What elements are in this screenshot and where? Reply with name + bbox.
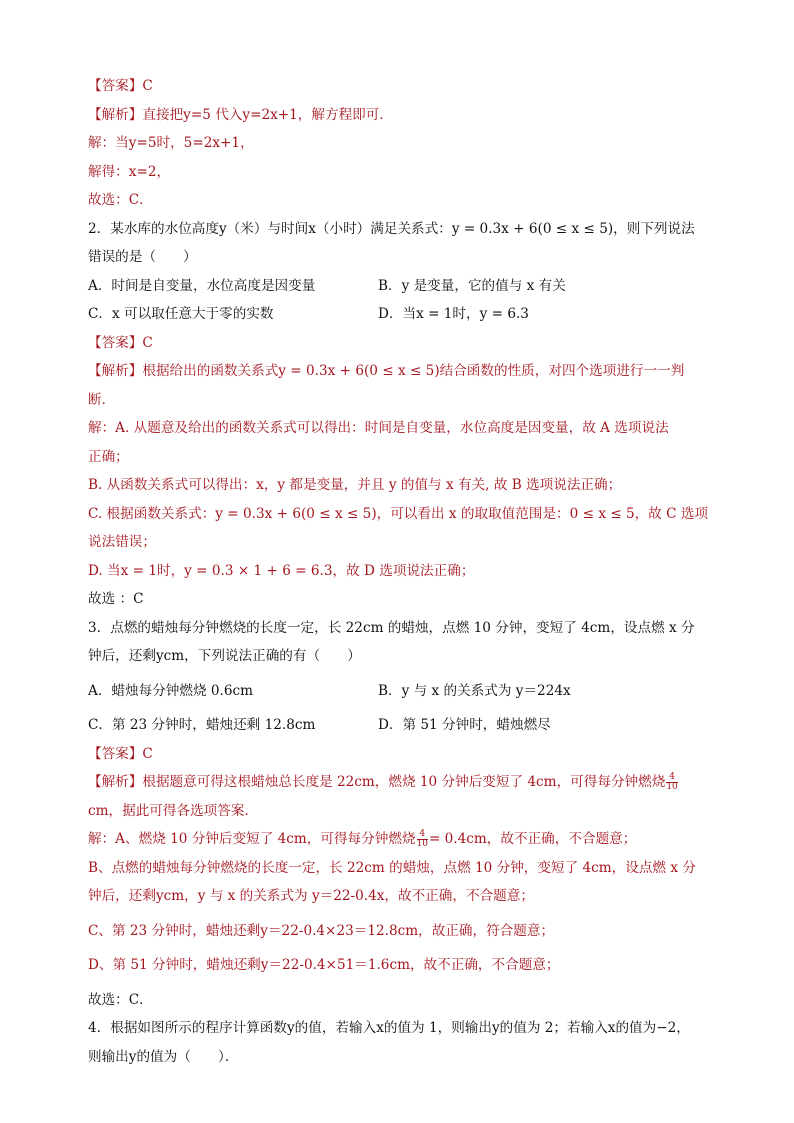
q4-stem-line-2: 则输出y的值为（ ）． — [88, 1048, 239, 1065]
q2-solution-b: B. 从函数关系式可以得出：x，y 都是变量，并且 y 的值与 x 有关, 故 B 选项说法正确； — [88, 477, 622, 493]
q3-option-b: B．y 与 x 的关系式为 y＝224x — [378, 682, 571, 699]
q4-stem-line-1: 4．根据如图所示的程序计算函数y的值，若输入x的值为 1，则输出y的值为 2；若输入x的值为−2， — [88, 1020, 690, 1036]
q3-stem-line-1: 3．点燃的蜡烛每分钟燃烧的长度一定，长 22cm 的蜡烛，点燃 10 分钟，变短了 4cm，设点燃 x 分 — [88, 619, 695, 636]
q3-option-d: D．第 51 分钟时，蜡烛燃尽 — [378, 717, 551, 733]
q2-solution-d: D. 当x = 1时，y = 0.3 × 1 + 6 = 6.3，故 D 选项说法正确； — [88, 562, 475, 579]
q3-solution-b-line-2: 钟后，还剩ycm，y 与 x 的关系式为 y＝22-0.4x，故不正确，不合题意； — [88, 888, 534, 904]
q2-solution-a-line-1: 解：A. 从题意及给出的函数关系式可以得出：时间是自变量，水位高度是因变量，故 A 选项说法 — [88, 420, 669, 436]
q3-option-a: A．蜡烛每分钟燃烧 0.6cm — [88, 682, 254, 699]
q2-analysis-line-1: 【解析】根据给出的函数关系式y = 0.3x + 6(0 ≤ x ≤ 5)结合函数的性质，对四个选项进行一一判 — [88, 363, 685, 379]
q1-conclusion: 故选：C． — [88, 192, 153, 208]
q2-option-a: A．时间是自变量，水位高度是因变量 — [88, 277, 316, 294]
fraction-4-over-10: $\frac{4}{10}$ — [666, 772, 678, 792]
fraction-4-over-10-solution: $\frac{4}{10}$ — [416, 829, 428, 849]
q2-solution-c-line-1: C. 根据函数关系式：y = 0.3x + 6(0 ≤ x ≤ 5)，可以看出 x 的取取值范围是：0 ≤ x ≤ 5，故 C 选项 — [88, 505, 709, 522]
q1-answer: 【答案】C — [88, 78, 153, 94]
q3-solution-b-line-1: B、点燃的蜡烛每分钟燃烧的长度一定，长 22cm 的蜡烛，点燃 10 分钟，变短了 4cm，设点燃 x 分 — [88, 859, 696, 876]
q2-solution-c-line-2: 说法错误； — [88, 534, 156, 550]
q3-solution-c: C、第 23 分钟时，蜡烛还剩y＝22-0.4×23＝12.8cm，故正确，符合题意； — [88, 922, 555, 939]
q2-option-b: B．y 是变量，它的值与 x 有关 — [378, 277, 566, 294]
q2-option-c: C．x 可以取任意大于零的实数 — [88, 306, 274, 322]
q2-stem-line-1: 2．某水库的水位高度y（米）与时间x（小时）满足关系式：y = 0.3x + 6(0 ≤ x ≤ 5)，则下列说法 — [88, 220, 695, 237]
q3-analysis-line-1: 【解析】根据题意可得这根蜡烛总长度是 22cm，燃烧 10 分钟后变短了 4cm，可得每分钟燃烧 $\frac{4}{10}$ — [88, 772, 678, 792]
q2-options-row-2 — [88, 300, 708, 329]
q2-options-row-1 — [88, 272, 708, 301]
q3-stem-line-2: 钟后，还剩ycm，下列说法正确的有（ ） — [88, 648, 361, 664]
q3-answer: 【答案】C — [88, 745, 153, 762]
q2-conclusion: 故选 ：C — [88, 591, 144, 607]
q3-options-row-1 — [88, 677, 708, 706]
q2-solution-a-line-2: 正确； — [88, 448, 129, 465]
q1-analysis: 【解析】直接把y=5 代入y=2x+1，解方程即可． — [88, 106, 393, 123]
q3-analysis-line-2: cm，据此可得各选项答案． — [88, 802, 259, 819]
q3-conclusion: 故选：C． — [88, 991, 153, 1008]
q1-solution-line-2: 解得：x=2， — [88, 163, 171, 180]
q2-option-d: D．当x = 1时，y = 6.3 — [378, 306, 529, 322]
q2-stem-line-2: 错误的是（ ） — [88, 249, 197, 265]
q1-solution-line-1: 解：当y=5时，5=2x+1， — [88, 135, 254, 151]
q2-answer: 【答案】C — [88, 334, 153, 351]
q3-option-c: C．第 23 分钟时，蜡烛还剩 12.8cm — [88, 717, 316, 733]
q2-analysis-line-2: 断． — [88, 391, 116, 408]
q3-solution-a: 解：A、燃烧 10 分钟后变短了 4cm，可得每分钟燃烧 $\frac{4}{10}$ = 0.4cm，故不正确，不合题意； — [88, 829, 637, 849]
q3-solution-d: D、第 51 分钟时，蜡烛还剩y＝22-0.4×51＝1.6cm，故不正确，不合题意； — [88, 957, 560, 973]
q3-options-row-2 — [88, 711, 708, 740]
